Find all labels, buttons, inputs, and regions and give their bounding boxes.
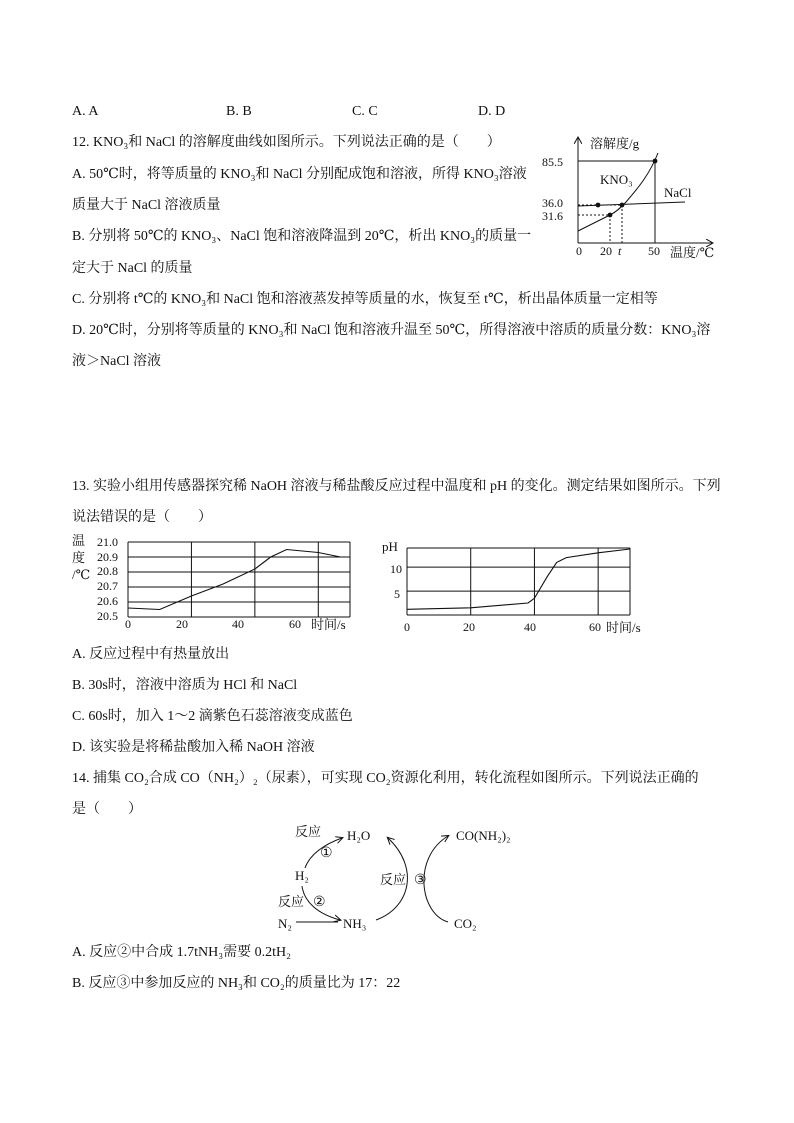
nacl-curve [578, 202, 685, 206]
temp-grid [128, 542, 350, 617]
reaction-1-number: ① [320, 846, 333, 861]
kno3-curve [578, 153, 658, 231]
y-tick-31-6: 31.6 [542, 209, 563, 223]
x-axis-label: 温度/℃ [670, 245, 715, 260]
q12-option-b-line1: B. 分别将 50℃的 KNO₃、NaCl 饱和溶液降温到 20℃，析出 KNO₃的质量一 [72, 229, 532, 244]
ph-ylabel: pH [382, 539, 398, 554]
reaction-1-label: 反应 [295, 824, 322, 839]
kno3-label: KNO₃ [600, 172, 633, 187]
ph-y-tick-10: 10 [390, 562, 402, 576]
solubility-chart [540, 128, 730, 263]
x-tick-50: 50 [648, 244, 660, 258]
q14-option-a: A. 反应②中合成 1.7tNH₃需要 0.2tH₂ [72, 945, 291, 960]
n2-label: N₂ [278, 916, 292, 931]
urea-label: CO(NH₂)₂ [456, 828, 511, 843]
point-nacl-20 [596, 203, 601, 208]
q12-option-d-line1: D. 20℃时，分别将等质量的 KNO₃和 NaCl 饱和溶液升温至 50℃，所得溶液中溶质的质量分数：KNO₃溶 [72, 323, 711, 338]
q13-option-d: D. 该实验是将稀盐酸加入稀 NaOH 溶液 [72, 740, 315, 755]
temperature-chart [70, 532, 360, 636]
ph-grid [407, 548, 630, 615]
ph-series-line [407, 549, 630, 609]
point-kno3-50 [653, 159, 658, 164]
y-tick-36-0: 36.0 [542, 196, 563, 210]
q13-stem-line1: 13. 实验小组用传感器探究稀 NaOH 溶液与稀盐酸反应过程中温度和 pH 的变化。测定结果如图所示。下列 [72, 479, 721, 494]
point-intersection [620, 203, 625, 208]
q14-stem-line1: 14. 捕集 CO₂合成 CO（NH₂）₂（尿素），可实现 CO₂资源化利用，转化流程如图所示。下列说法正确的 [72, 771, 699, 786]
temp-y-tick-21-0: 21.0 [97, 535, 118, 549]
temp-ylabel-2: 度 [72, 550, 86, 565]
temp-xlabel: 时间/s [311, 617, 346, 632]
y-tick-85-5: 85.5 [542, 155, 563, 169]
ph-xlabel: 时间/s [606, 620, 641, 635]
q11-option-d: D. D [478, 104, 506, 119]
q12-option-b-line2: 定大于 NaCl 的质量 [72, 261, 193, 276]
x-tick-t: t [618, 244, 622, 258]
temp-ylabel-3: /℃ [72, 567, 91, 582]
q12-option-a-line1: A. 50℃时，将等质量的 KNO₃和 NaCl 分别配成饱和溶液，所得 KNO₃溶液 [72, 167, 527, 182]
point-kno3-20 [608, 213, 613, 218]
temp-x-tick-60: 60 [289, 617, 301, 631]
reaction-3-label: 反应 [380, 872, 407, 887]
co2-label: CO₂ [454, 916, 477, 931]
q12-option-d-line2: 液＞NaCl 溶液 [72, 354, 162, 369]
reaction-3-number: ③ [414, 873, 427, 888]
reaction-2-number: ② [313, 895, 326, 910]
q14-option-b: B. 反应③中参加反应的 NH₃和 CO₂的质量比为 17：22 [72, 976, 401, 991]
temp-x-tick-20: 20 [176, 617, 188, 631]
q12-stem: 12. KNO₃和 NaCl 的溶解度曲线如图所示。下列说法正确的是（ ） [72, 135, 501, 150]
q13-option-b: B. 30s时，溶液中溶质为 HCl 和 NaCl [72, 678, 298, 693]
x-tick-0: 0 [576, 244, 582, 258]
q12-option-a-line2: 质量大于 NaCl 溶液质量 [72, 198, 221, 213]
y-axis-label: 溶解度/g [590, 136, 640, 151]
h2-label: H₂ [295, 868, 309, 883]
ph-x-tick-40: 40 [524, 620, 536, 634]
ph-x-tick-60: 60 [589, 620, 601, 634]
ph-x-tick-0: 0 [404, 620, 410, 634]
q13-option-a: A. 反应过程中有热量放出 [72, 647, 230, 662]
q11-option-c: C. C [352, 104, 378, 119]
reaction-2-label: 反应 [278, 894, 305, 909]
ph-chart [380, 536, 670, 638]
q13-option-c: C. 60s时，加入 1～2 滴紫色石蕊溶液变成蓝色 [72, 709, 353, 724]
temp-x-tick-40: 40 [232, 617, 244, 631]
nh3-label: NH₃ [343, 916, 367, 931]
temp-y-tick-20-9: 20.9 [97, 550, 118, 564]
temp-series-line [128, 550, 341, 610]
ph-x-tick-20: 20 [463, 620, 475, 634]
temp-y-tick-20-6: 20.6 [97, 594, 118, 608]
arrow-co2-to-urea [424, 836, 448, 922]
temp-x-tick-0: 0 [125, 617, 131, 631]
temp-ylabel-1: 温 [72, 533, 86, 548]
q12-option-c: C. 分别将 t℃的 KNO₃和 NaCl 饱和溶液蒸发掉等质量的水，恢复至 t℃，析出晶体质量一定相等 [72, 292, 658, 307]
nacl-label: NaCl [664, 185, 692, 200]
q13-stem-line2: 说法错误的是（ ） [72, 510, 212, 525]
temp-y-tick-20-8: 20.8 [97, 564, 118, 578]
urea-process-diagram [270, 818, 540, 938]
x-tick-20: 20 [600, 244, 612, 258]
h2o-label: H₂O [347, 828, 371, 843]
q11-option-b: B. B [226, 104, 252, 119]
q11-option-a: A. A [72, 104, 99, 119]
q14-stem-line2: 是（ ） [72, 802, 142, 817]
ph-y-tick-5: 5 [394, 587, 400, 601]
temp-y-tick-20-5: 20.5 [97, 609, 118, 623]
temp-y-tick-20-7: 20.7 [97, 579, 118, 593]
